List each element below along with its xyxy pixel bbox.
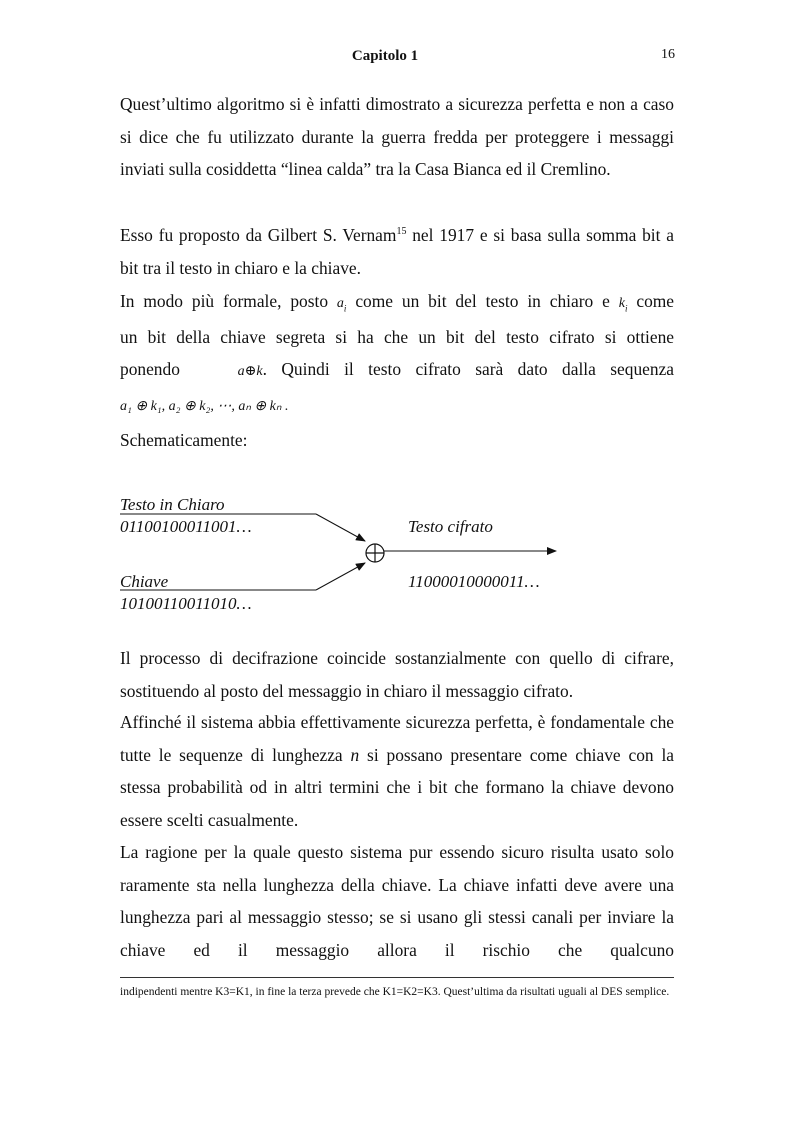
math-variable-n: n (350, 744, 360, 765)
text-span: come (627, 291, 675, 311)
paragraph-text: Schematicamente: (120, 430, 248, 450)
text-span: . Quindi il testo cifrato sarà dato dalla sequenza (262, 359, 675, 380)
plaintext-label: Testo in Chiaro (120, 495, 225, 514)
xor-sequence-formula: a₁ ⊕ k₁, a₂ ⊕ k₂, ⋯, aₙ ⊕ kₙ . (120, 399, 289, 414)
paragraph-text: La ragione per la quale questo sistema pur essendo sicuro risulta usato solo raramente sta nella lunghezza della chiave. La chiave infatti deve avere una lunghezza pari al messaggio stesso; se si usano gli stessi canali per inviare la chiave ed il messaggio allora il rischio che qualcuno (120, 842, 674, 960)
math-variable-a: a (336, 296, 344, 311)
ciphertext-bits: 11000010000011… (408, 572, 540, 591)
paragraph-5 (120, 642, 674, 707)
text-span: si possano presentare come chiave con la stessa probabilità od in altri termini che i bit che formano la chiave devono essere scelti casualmente. (120, 744, 674, 830)
text-span: nel 1917 e si basa sulla somma bit a bit tra il testo in chiaro e la chiave. (120, 225, 674, 278)
chapter-title: Capitolo 1 (351, 48, 419, 64)
xor-formula: a⊕k (237, 364, 263, 380)
key-label: Chiave (120, 572, 169, 591)
paragraph-text: Il processo di decifrazione coincide sostanzialmente con quello di cifrare, sostituendo al posto del messaggio in chiaro il messaggio cifrato. (120, 648, 674, 701)
math-subscript: i (343, 303, 347, 314)
footnote-divider (120, 977, 674, 978)
page-number: 16 (661, 47, 675, 62)
math-subscript: i (624, 303, 628, 314)
text-span: Esso fu proposto da Gilbert S. Vernam (120, 225, 397, 245)
xor-operator-icon (366, 544, 384, 562)
paragraph-6 (120, 706, 674, 836)
math-variable-k: k (618, 296, 625, 311)
paragraph-text: Quest’ultimo algoritmo si è infatti dimostrato a sicurezza perfetta e non a caso si dice che fu utilizzato durante la guerra fredda per proteggere i messaggi inviati sulla cosiddetta “linea calda” tra la Casa Bianca ed il Cremlino. (120, 94, 674, 180)
footnote-text: indipendenti mentre K3=K1, in fine la terza prevede che K1=K2=K3. Quest’ultima da risultati uguali al DES semplice. (120, 986, 670, 998)
ciphertext-label: Testo cifrato (408, 517, 493, 536)
text-span: ponendo (120, 359, 180, 380)
footnote-reference: 15 (396, 226, 407, 238)
key-bits: 10100110011010… (120, 594, 252, 613)
plaintext-bits: 01100100011001… (120, 517, 252, 536)
text-span: come un bit del testo in chiaro e (346, 291, 619, 311)
text-span: Affinché il sistema abbia effettivamente sicurezza perfetta, è fondamentale che tutte le sequenze di lunghezza (120, 712, 674, 765)
text-span: In modo più formale, posto (120, 291, 337, 311)
paragraph-line: un bit della chiave segreta si ha che un bit del testo cifrato si ottiene (120, 326, 674, 347)
paragraph-text (120, 706, 674, 836)
paragraph-7 (120, 836, 674, 966)
